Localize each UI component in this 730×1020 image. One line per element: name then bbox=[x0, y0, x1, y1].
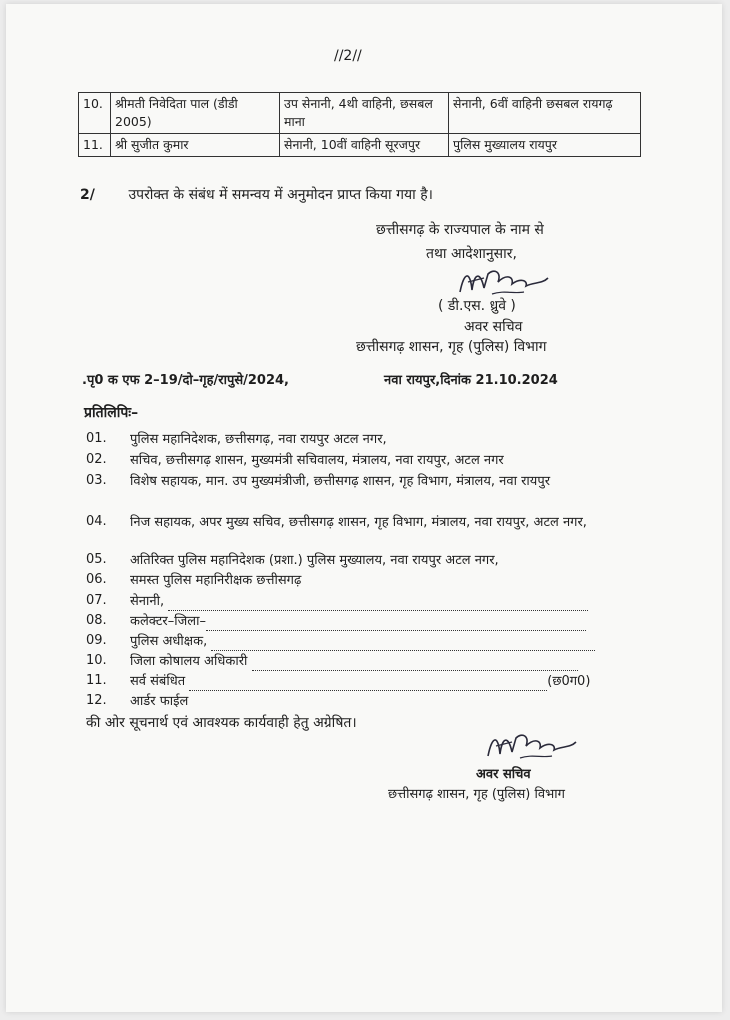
paragraph-2 bbox=[80, 185, 433, 204]
reference-number: .पृ0 क एफ 2–19/दो–गृह/रापुसे/2024, bbox=[82, 373, 289, 388]
table-row bbox=[79, 93, 641, 134]
item-text: अतिरिक्त पुलिस महानिदेशक (प्रशा.) पुलिस मुख्यालय, नवा रायपुर अटल नगर, bbox=[130, 553, 499, 568]
item-text: सेनानी, bbox=[130, 594, 165, 609]
governor-line-2: तथा आदेशानुसार, bbox=[426, 246, 517, 262]
page-number: //2// bbox=[334, 48, 362, 64]
fill-line bbox=[211, 638, 595, 651]
signatory-post: अवर सचिव bbox=[464, 319, 523, 335]
fill-line bbox=[206, 618, 586, 631]
item-number: 02. bbox=[86, 452, 107, 467]
new-posting: पुलिस मुख्यालय रायपुर bbox=[449, 134, 641, 157]
signature-2 bbox=[482, 728, 582, 766]
issue-date: नवा रायपुर,दिनांक 21.10.2024 bbox=[384, 373, 558, 388]
item-text: निज सहायक, अपर मुख्य सचिव, छत्तीसगढ़ शासन, गृह विभाग, मंत्रालय, नवा रायपुर, अटल नगर, bbox=[130, 515, 587, 530]
new-posting: सेनानी, 6वीं वाहिनी छसबल रायगढ़ bbox=[449, 93, 641, 134]
fill-line bbox=[252, 658, 578, 671]
item-text: कलेक्टर–जिला– bbox=[130, 614, 206, 629]
item-text: सचिव, छत्तीसगढ़ शासन, मुख्यमंत्री सचिवालय, मंत्रालय, नवा रायपुर, अटल नगर bbox=[130, 453, 504, 468]
item-text: पुलिस महानिदेशक, छत्तीसगढ़, नवा रायपुर अटल नगर, bbox=[130, 432, 387, 447]
paragraph-number: 2/ bbox=[80, 187, 95, 203]
fill-line bbox=[189, 678, 547, 691]
fill-line bbox=[168, 598, 588, 611]
signatory-department: छत्तीसगढ़ शासन, गृह (पुलिस) विभाग bbox=[356, 339, 547, 355]
item-text: विशेष सहायक, मान. उप मुख्यमंत्रीजी, छत्तीसगढ़ शासन, गृह विभाग, मंत्रालय, नवा रायपुर bbox=[130, 474, 551, 489]
table-row bbox=[79, 134, 641, 157]
copy-to-heading: प्रतिलिपिः– bbox=[84, 405, 139, 421]
item-suffix: (छ0ग0) bbox=[547, 674, 591, 689]
officer-name: श्री सुजीत कुमार bbox=[111, 134, 280, 157]
item-number: 09. bbox=[86, 633, 107, 648]
row-serial: 11. bbox=[79, 134, 111, 157]
current-posting: सेनानी, 10वीं वाहिनी सूरजपुर bbox=[280, 134, 449, 157]
item-number: 06. bbox=[86, 572, 107, 587]
paragraph-text: उपरोक्त के संबंध में समन्वय में अनुमोदन प्राप्त किया गया है। bbox=[128, 187, 433, 203]
item-number: 04. bbox=[86, 514, 107, 529]
item-text: पुलिस अधीक्षक, bbox=[130, 634, 208, 649]
item-number: 03. bbox=[86, 473, 107, 488]
document-page bbox=[6, 4, 722, 1012]
officer-name: श्रीमती निवेदिता पाल (डीडी 2005) bbox=[111, 93, 280, 134]
forwarding-note: की ओर सूचनार्थ एवं आवश्यक कार्यवाही हेतु अग्रेषित। bbox=[86, 715, 357, 731]
row-serial: 10. bbox=[79, 93, 111, 134]
item-number: 05. bbox=[86, 552, 107, 567]
governor-line-1: छत्तीसगढ़ के राज्यपाल के नाम से bbox=[376, 222, 544, 238]
item-number: 01. bbox=[86, 431, 107, 446]
item-number: 10. bbox=[86, 653, 107, 668]
item-text: समस्त पुलिस महानिरीक्षक छत्तीसगढ़ bbox=[130, 573, 302, 588]
item-number: 12. bbox=[86, 693, 107, 708]
item-text: आर्डर फाईल bbox=[130, 694, 189, 709]
item-number: 07. bbox=[86, 593, 107, 608]
item-text: जिला कोषालय अधिकारी bbox=[130, 654, 248, 669]
current-posting: उप सेनानी, 4थी वाहिनी, छसबल माना bbox=[280, 93, 449, 134]
signatory-department-2: छत्तीसगढ़ शासन, गृह (पुलिस) विभाग bbox=[388, 787, 565, 802]
signatory-name: ( डी.एस. ध्रुवे ) bbox=[438, 298, 516, 314]
signatory-post-2: अवर सचिव bbox=[476, 767, 531, 782]
item-number: 11. bbox=[86, 673, 107, 688]
item-text: सर्व संबंधित bbox=[130, 674, 186, 689]
item-number: 08. bbox=[86, 613, 107, 628]
posting-table bbox=[78, 92, 641, 157]
